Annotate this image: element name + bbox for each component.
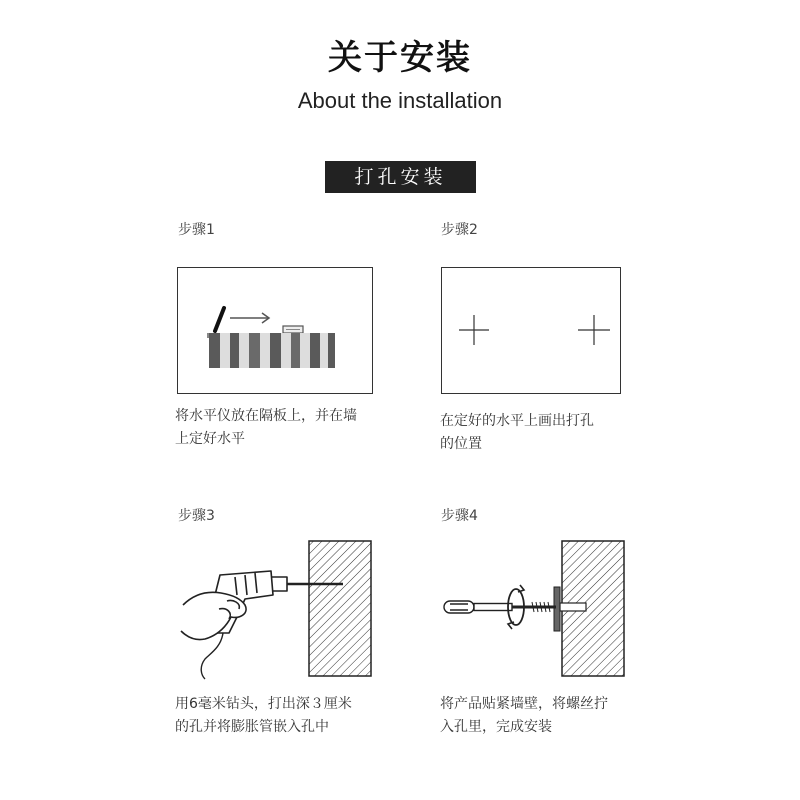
step-3-label: 步骤3 <box>178 508 215 524</box>
step-4-label: 步骤4 <box>441 508 478 524</box>
pencil-icon <box>215 308 224 331</box>
screwdriver-icon <box>444 601 556 613</box>
crosshair-mark-icon <box>578 315 610 345</box>
step-3-caption-line-1: 用6毫米钻头，打出深３厘米 <box>175 696 352 712</box>
anchor-icon <box>560 603 586 611</box>
step-3-caption-line-2: 的孔并将膨胀管嵌入孔中 <box>175 719 329 735</box>
step-4-illustration <box>440 535 630 680</box>
page-title: 关于安装 <box>328 38 472 78</box>
step-1-caption <box>175 405 390 451</box>
step-1-illustration <box>177 267 373 394</box>
arrow-right-icon <box>230 313 269 323</box>
section-badge: 打孔安装 <box>325 161 476 193</box>
step-2-caption-line-1: 在定好的水平上画出打孔 <box>440 413 594 429</box>
step-4-caption-line-1: 将产品贴紧墙壁，将螺丝拧 <box>440 696 608 712</box>
step-4-caption-line-2: 入孔里，完成安装 <box>440 719 552 735</box>
bracket-plate-icon <box>554 587 560 631</box>
step-3-caption <box>175 693 390 739</box>
step-4-caption <box>440 693 655 739</box>
page-subtitle: About the installation <box>297 88 503 113</box>
shelf-icon <box>207 333 335 368</box>
step-3-illustration <box>175 535 375 680</box>
crosshair-mark-icon <box>459 315 489 345</box>
wall-icon <box>309 541 371 676</box>
step-2-caption-line-2: 的位置 <box>440 436 482 452</box>
step-1-caption-line-1: 将水平仪放在隔板上，并在墙 <box>175 408 357 424</box>
step-2-illustration <box>441 267 621 394</box>
step-2-label: 步骤2 <box>441 222 478 238</box>
step-2-caption <box>440 410 655 456</box>
step-1-caption-line-2: 上定好水平 <box>175 431 245 447</box>
step-1-label: 步骤1 <box>178 222 215 238</box>
